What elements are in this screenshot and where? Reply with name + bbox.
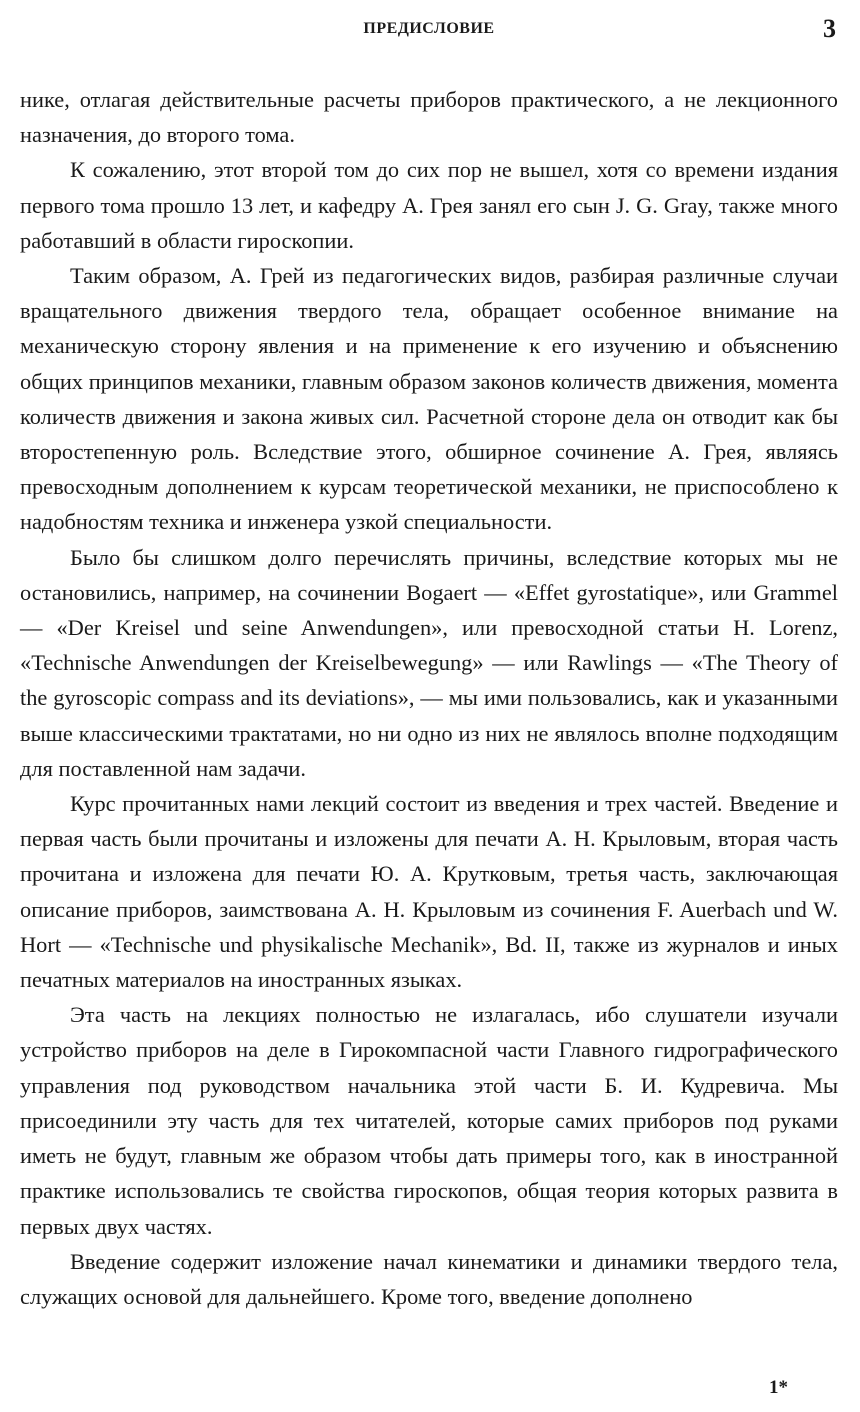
signature-mark: 1* <box>769 1377 788 1398</box>
page-header <box>20 14 838 48</box>
paragraph: Курс прочитанных нами лекций состоит из введения и трех частей. Введение и первая часть были прочитаны и изложены для печати А. Н. Крыловым, вторая часть прочитана и изложена для печати Ю. А. Крутковым, третья часть, заключающая описание приборов, заимствована А. Н. Крыловым из сочинения F. Auerbach und W. Hort — «Technische und physikalische Mechanik», Bd. II, также из журналов и иных печатных материалов на иностранных языках. <box>20 791 838 993</box>
running-head: ПРЕДИСЛОВИЕ <box>363 20 495 37</box>
page-number: 3 <box>823 14 836 43</box>
paragraph: Таким образом, А. Грей из педагогических видов, разбирая различные случаи вращательного движения твердого тела, обращает особенное внимание на механическую сторону явления и на применение к его изучению и объяснению общих принципов механики, главным образом законов количеств движения, момента количеств движения и закона живых сил. Расчетной стороне дела он отводит как бы второстепенную роль. Вследствие этого, обширное сочинение А. Грея, являясь превосходным дополнением к курсам теоретической механики, не приспособлено к надобностям техника и инженера узкой специальности. <box>20 263 838 535</box>
paragraph: Введение содержит изложение начал кинематики и динамики твердого тела, служащих основой для дальнейшего. Кроме того, введение дополнено <box>20 1248 838 1309</box>
paragraph: К сожалению, этот второй том до сих пор не вышел, хотя со времени издания первого тома прошло 13 лет, и кафедру А. Грея занял его сын J. G. Gray, также много работавший в области гироскопии. <box>20 157 838 253</box>
paragraph: Было бы слишком долго перечислять причины, вследствие которых мы не остановились, например, на сочинении Bogaert — «Effet gyrostatique», или Grammel — «Der Kreisel und seine Anwendungen», или превосходной статьи H. Lorenz, «Technische Anwendungen der Kreiselbewegung» — или Rawlings — «The Theory of the gyroscopic compass and its deviations», — мы ими пользовались, как и указанными выше классическими трактатами, но ни одно из них не являлось вполне подходящим для поставленной нам задачи. <box>20 544 838 781</box>
paragraph: Эта часть на лекциях полностью не излагалась, ибо слушатели изучали устройство приборов на деле в Гирокомпасной части Главного гидрографического управления под руководством начальника этой части Б. И. Кудревича. Мы присоединили эту часть для тех читателей, которые самих приборов под руками иметь не будут, главным же образом чтобы дать примеры того, как в иностранной практике использовались те свойства гироскопов, общая теория которых развита в первых двух частях. <box>20 1002 838 1239</box>
page-body <box>20 82 838 1314</box>
paragraph-continued: нике, отлагая действительные расчеты приборов практического, а не лекционного назначения, до второго тома. <box>20 87 838 148</box>
